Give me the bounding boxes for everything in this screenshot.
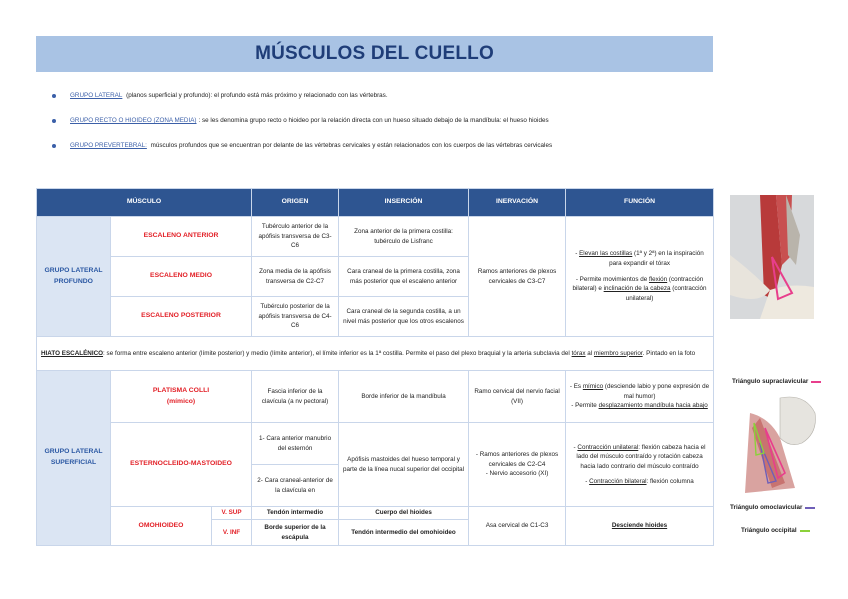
inervacion-cell: Ramo cervical del nervio facial (VII) <box>469 371 566 423</box>
muscle-esternocleidomastoideo: ESTERNOCLEIDO-MASTOIDEO <box>111 423 252 507</box>
legend-triangulo-omoclavicular: Triángulo omoclavicular <box>730 504 815 511</box>
funcion-line: - Elevan las costillas (1ª y 2ª) en la inspiración para expandir el tórax <box>575 250 704 267</box>
muscle-escaleno-anterior: ESCALENO ANTERIOR <box>111 217 252 257</box>
bullet-icon <box>52 94 56 98</box>
hiato-note: HIATO ESCALÉNICO: se forma entre escaleno anterior (límite posterior) y medio (límite anterior), el límite inferior es la 1ª costilla. Permite el paso del plexo braquial y la arteria subclavia del tórax al miembro superior. Pintado en la foto <box>37 337 714 371</box>
pink-line-icon <box>811 381 821 383</box>
insercion-cell: Borde inferior de la mandíbula <box>339 371 469 423</box>
muscle-escaleno-posterior: ESCALENO POSTERIOR <box>111 297 252 337</box>
origen-cell: Borde superior de la escápula <box>252 520 339 546</box>
vientre-superior: V. SUP <box>212 507 252 520</box>
green-line-icon <box>800 530 810 532</box>
insercion-cell: Apófisis mastoides del hueso temporal y parte de la línea nucal superior del occipital <box>339 423 469 507</box>
bullet-term: GRUPO RECTO O HIOIDEO (ZONA MEDIA) <box>70 117 197 124</box>
funcion-cell: - Es mímico (desciende labio y pone expresión de mal humor) - Permite desplazamiento mandíbula hacia abajo <box>566 371 714 423</box>
funcion-highlight: inclinación de la cabeza <box>603 285 671 293</box>
funcion-highlight: flexión <box>648 275 668 283</box>
origen-cell: 2- Cara craneal-anterior de la clavícula en <box>252 465 339 507</box>
group-lateral-superficial: GRUPO LATERAL SUPERFICIAL <box>37 371 111 546</box>
bullet-text: : se les denomina grupo recto o hioideo por la relación directa con un hueso situado debajo de la mandíbula: el hueso hioides <box>198 117 549 124</box>
funcion-highlight: Elevan las costillas <box>579 250 633 258</box>
header-inervacion: INERVACIÓN <box>469 189 566 217</box>
origen-cell: Tendón intermedio <box>252 507 339 520</box>
neck-triangles-image <box>740 393 822 498</box>
origen-cell: Tubérculo posterior de la apófisis transversa de C4-C6 <box>252 297 339 337</box>
legend-triangulo-occipital: Triángulo occipital <box>741 527 810 534</box>
origen-cell: Fascia inferior de la clavícula (a nv pectoral) <box>252 371 339 423</box>
muscle-platisma: PLATISMA COLLI (mímico) <box>111 371 252 423</box>
muscles-table <box>36 188 714 546</box>
hiato-label: HIATO ESCALÉNICO <box>41 349 104 357</box>
funcion-cell: Desciende hioides <box>566 507 714 546</box>
scalene-illustration <box>730 195 814 319</box>
neck-illustration <box>740 393 822 498</box>
origen-cell: Tubérculo anterior de la apófisis transversa de C3-C6 <box>252 217 339 257</box>
inervacion-cell: Ramos anteriores de plexos cervicales de C3-C7 <box>469 217 566 337</box>
funcion-cell: - Contracción unilateral: flexión cabeza hacia el lado del músculo contraído y rotación cabeza hacia lado contrario del músculo contraído - Contracción bilateral: flexión columna <box>566 423 714 507</box>
origen-cell: Zona media de la apófisis transversa de C2-C7 <box>252 257 339 297</box>
intro-bullet-list <box>52 92 752 167</box>
insercion-cell: Cara craneal de la primera costilla, zona más posterior que el escaleno anterior <box>339 257 469 297</box>
table-row <box>37 217 714 257</box>
muscle-omohioideo: OMOHIOIDEO <box>111 507 212 546</box>
vientre-inferior: V. INF <box>212 520 252 546</box>
bullet-item <box>52 142 752 167</box>
bullet-text: músculos profundos que se encuentran por delante de las vértebras cervicales y están relacionados con los cuerpos de las vértebras cervicales <box>148 142 553 149</box>
muscle-escaleno-medio: ESCALENO MEDIO <box>111 257 252 297</box>
bullet-term: GRUPO PREVERTEBRAL: <box>70 142 147 149</box>
insercion-cell: Cara craneal de la segunda costilla, a un nivel más posterior que los otros escalenos <box>339 297 469 337</box>
hiato-note-row <box>37 337 714 371</box>
legend-triangulo-supraclavicular: Triángulo supraclavicular <box>732 378 821 385</box>
scalene-anatomy-image <box>730 195 814 319</box>
inervacion-cell: - Ramos anteriores de plexos cervicales de C2-C4 - Nervio accesorio (XI) <box>469 423 566 507</box>
purple-line-icon <box>805 507 815 509</box>
bullet-text: (planos superficial y profundo): el profundo está más próximo y relacionado con las vértebras. <box>124 92 388 99</box>
bullet-icon <box>52 119 56 123</box>
header-funcion: FUNCIÓN <box>566 189 714 217</box>
page-title: MÚSCULOS DEL CUELLO <box>255 43 494 64</box>
header-insercion: INSERCIÓN <box>339 189 469 217</box>
title-banner <box>36 36 713 72</box>
table-row <box>37 423 714 465</box>
origen-cell: 1- Cara anterior manubrio del esternón <box>252 423 339 465</box>
bullet-term: GRUPO LATERAL <box>70 92 123 99</box>
insercion-cell: Tendón intermedio del omohioideo <box>339 520 469 546</box>
bullet-icon <box>52 144 56 148</box>
group-lateral-profundo: GRUPO LATERAL PROFUNDO <box>37 217 111 337</box>
insercion-cell: Cuerpo del hioides <box>339 507 469 520</box>
funcion-line: - Permite movimientos de flexión (contracción bilateral) e inclinación de la cabeza (contracción unilateral) <box>572 275 707 303</box>
inervacion-cell: Asa cervical de C1-C3 <box>469 507 566 546</box>
header-musculo: MÚSCULO <box>37 189 252 217</box>
insercion-cell: Zona anterior de la primera costilla: tubérculo de Lisfranc <box>339 217 469 257</box>
header-origen: ORIGEN <box>252 189 339 217</box>
bullet-item <box>52 92 752 117</box>
funcion-cell <box>566 217 714 337</box>
table-row <box>37 507 714 520</box>
table-header-row <box>37 189 714 217</box>
bullet-item <box>52 117 752 142</box>
table-row <box>37 371 714 423</box>
